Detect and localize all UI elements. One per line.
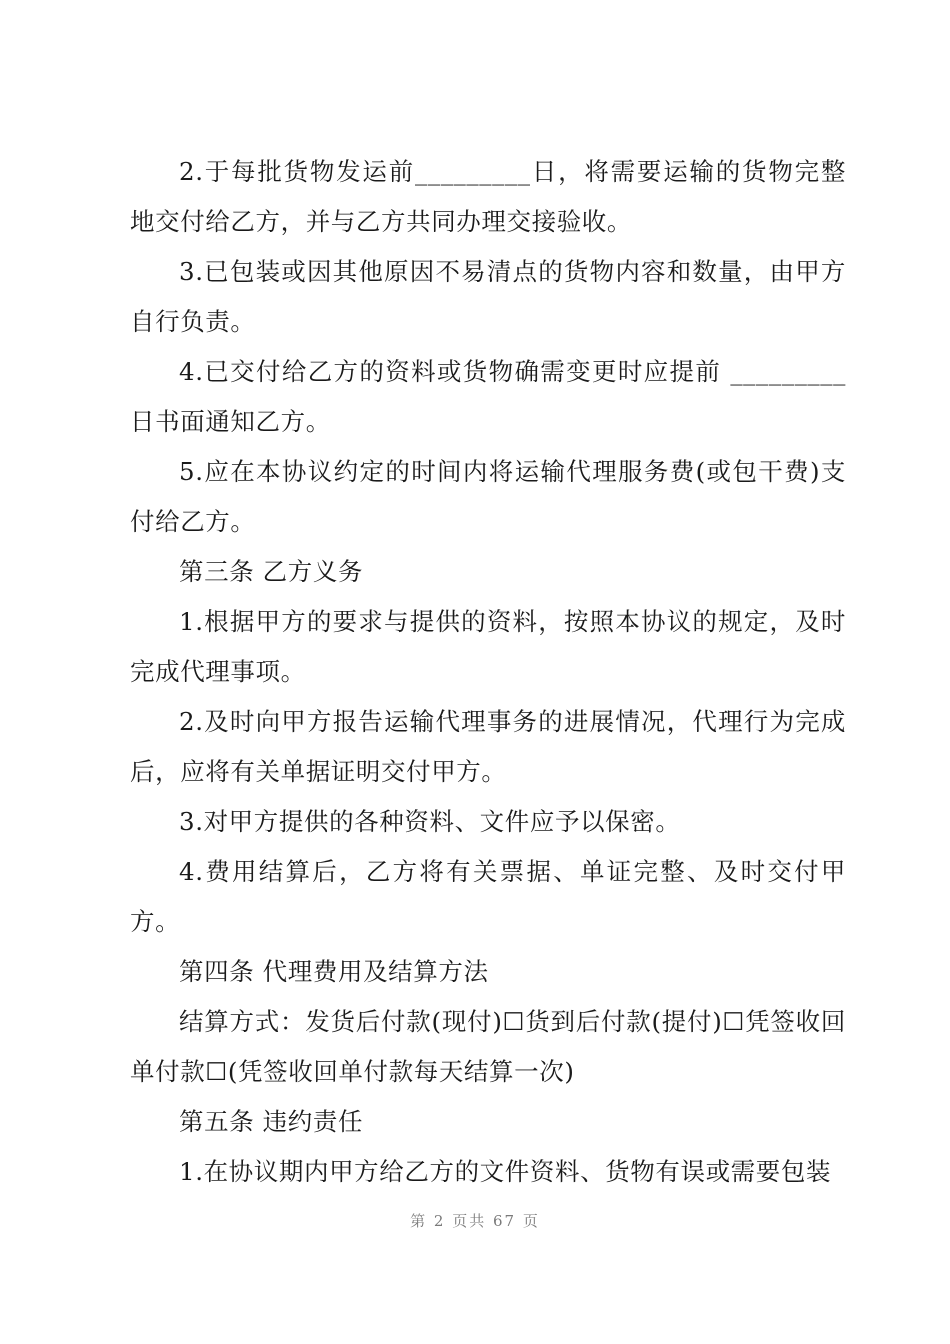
page-number-footer: 第 2 页共 67 页 bbox=[410, 1212, 540, 1230]
paragraph-clause-3-3: 3.对甲方提供的各种资料、文件应予以保密。 bbox=[179, 807, 681, 836]
paragraph-clause-2-4: 4.已交付给乙方的资料或货物确需变更时应提前 _________日书面通知乙方。 bbox=[130, 357, 846, 436]
paragraph-clause-2-2: 2.于每批货物发运前_________日，将需要运输的货物完整地交付给乙方，并与乙方共同办理交接验收。 bbox=[130, 157, 846, 236]
paragraph-clause-2-3: 3.已包装或因其他原因不易清点的货物内容和数量，由甲方自行负责。 bbox=[130, 257, 846, 336]
document-body bbox=[130, 147, 846, 1197]
paragraph-clause-2-5: 5.应在本协议约定的时间内将运输代理服务费(或包干费)支付给乙方。 bbox=[130, 457, 846, 536]
paragraph-clause-5-1: 1.在协议期内甲方给乙方的文件资料、货物有误或需要包装 bbox=[179, 1157, 832, 1186]
paragraph-clause-3-2: 2.及时向甲方报告运输代理事务的进展情况，代理行为完成后，应将有关单据证明交付甲方。 bbox=[130, 707, 846, 786]
paragraph-clause-3-1: 1.根据甲方的要求与提供的资料，按照本协议的规定，及时完成代理事项。 bbox=[130, 607, 846, 686]
article-4-heading: 第四条 代理费用及结算方法 bbox=[179, 957, 489, 986]
paragraph-clause-3-4: 4.费用结算后，乙方将有关票据、单证完整、及时交付甲方。 bbox=[130, 857, 846, 936]
paragraph-settlement-method: 结算方式：发货后付款(现付)☐货到后付款(提付)☐凭签收回单付款☐(凭签收回单付款每天结算一次) bbox=[130, 1007, 846, 1086]
article-5-heading: 第五条 违约责任 bbox=[179, 1107, 364, 1136]
article-3-heading: 第三条 乙方义务 bbox=[179, 557, 364, 586]
